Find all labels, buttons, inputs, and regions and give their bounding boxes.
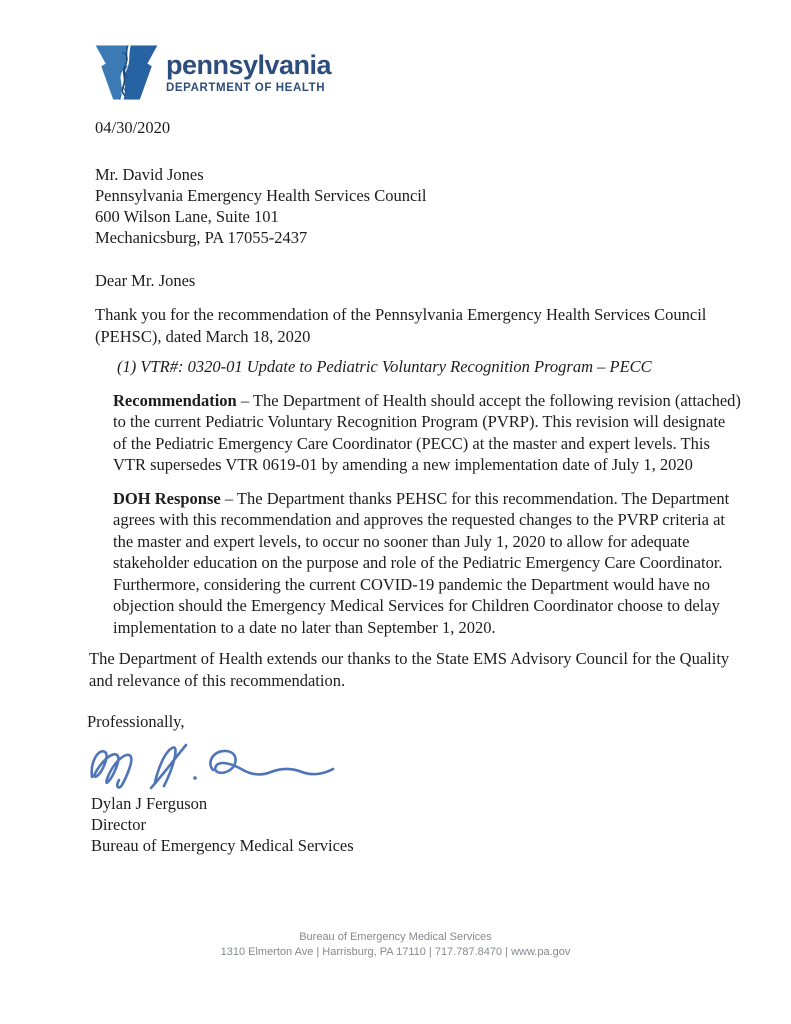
page-footer <box>0 930 791 959</box>
footer-contact: 1310 Elmerton Ave | Harrisburg, PA 17110 | 717.787.8470 | www.pa.gov <box>220 945 571 958</box>
brand-subtitle: DEPARTMENT OF HEALTH <box>166 82 326 94</box>
recipient-organization: Pennsylvania Emergency Health Services Council <box>95 185 427 205</box>
brand-block <box>166 44 331 95</box>
closing-paragraph: The Department of Health extends our thanks to the State EMS Advisory Council for the Quality and relevance of this recommendation. <box>89 649 730 690</box>
vtr-reference-line: (1) VTR#: 0320-01 Update to Pediatric Voluntary Recognition Program – PECC <box>117 357 652 376</box>
recommendation-label: Recommendation <box>113 390 237 410</box>
recommendation-paragraph <box>113 390 741 476</box>
pa-keystone-logo-icon <box>95 44 158 101</box>
recipient-address <box>95 164 741 248</box>
doh-response-text: – The Department thanks PEHSC for this recommendation. The Department agrees with this recommendation and approves the requested changes to the PVRP criteria at the master and expert levels, to occur no sooner than July 1, 2020 to allow for adequate stakeholder education on the purpose and role of the Pediatric Emergency Care Coordinator. Furthermore, considering the current COVID-19 pandemic the Department would have no objection should the Emergency Medical Services for Children Coordinator choose to delay implementation to a date no later than September 1, 2020. <box>113 488 730 637</box>
doh-response-label: DOH Response <box>113 488 221 508</box>
letter-date: 04/30/2020 <box>95 118 171 137</box>
footer-bureau: Bureau of Emergency Medical Services <box>299 931 492 943</box>
signer-block <box>91 793 741 856</box>
handwritten-signature <box>85 735 353 797</box>
letter-content <box>87 44 741 856</box>
letterhead <box>95 44 741 101</box>
signer-title: Director <box>91 814 146 834</box>
intro-paragraph: Thank you for the recommendation of the Pennsylvania Emergency Health Services Council (PEHSC), dated March 18, 2020 <box>95 305 707 346</box>
signer-organization: Bureau of Emergency Medical Services <box>91 835 354 855</box>
recipient-address-line1: 600 Wilson Lane, Suite 101 <box>95 206 279 226</box>
valediction: Professionally, <box>87 712 185 731</box>
doh-response-paragraph <box>113 488 741 639</box>
salutation: Dear Mr. Jones <box>95 270 196 290</box>
signer-name: Dylan J Ferguson <box>91 793 208 813</box>
recipient-name: Mr. David Jones <box>95 164 204 184</box>
recipient-address-line2: Mechanicsburg, PA 17055-2437 <box>95 227 308 247</box>
brand-name: pennsylvania <box>166 50 332 80</box>
recommendation-text: – The Department of Health should accept the following revision (attached) to the current Pediatric Voluntary Recognition Program (PVRP). This revision will designate of the Pediatric Emergency Care Coordinator (PECC) at the master and expert levels. This VTR supersedes VTR 0619-01 by amending a new implementation date of July 1, 2020 <box>113 390 741 474</box>
